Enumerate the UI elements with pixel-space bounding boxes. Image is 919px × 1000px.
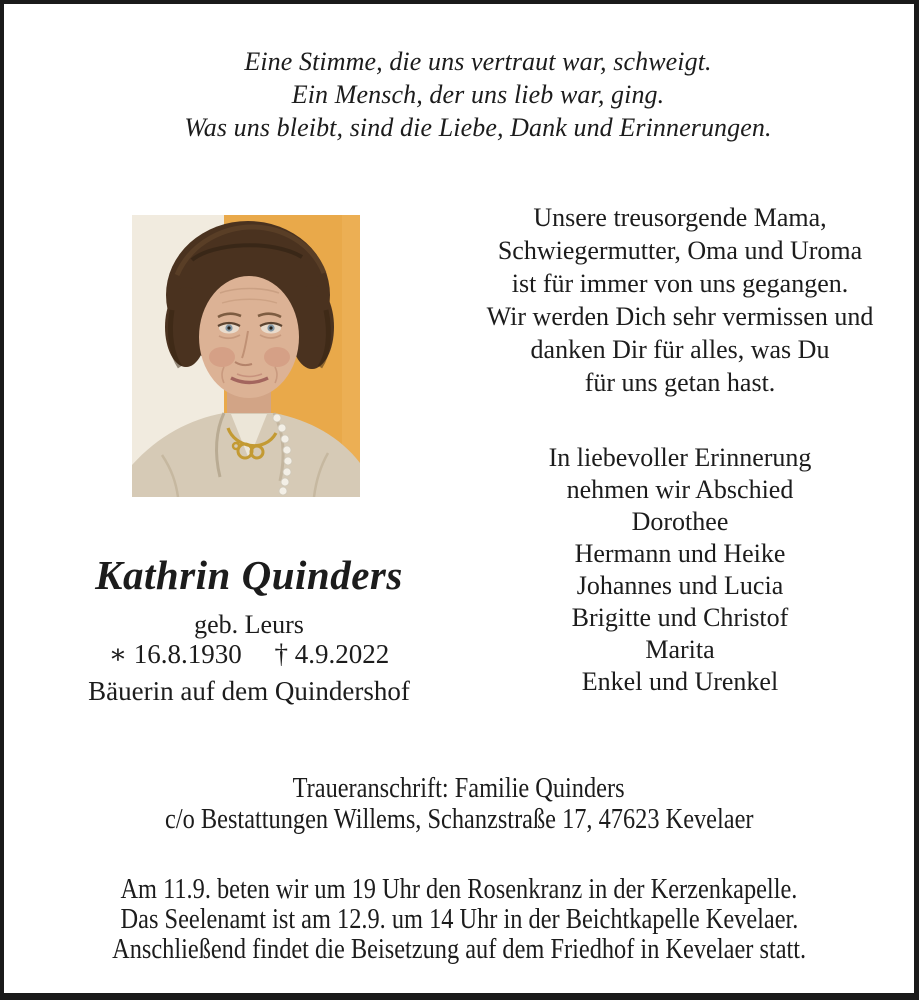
schedule-line: Am 11.9. beten wir um 19 Uhr den Rosenkranz in der Kerzenkapelle. bbox=[120, 873, 798, 905]
mourner-name: Hermann und Heike bbox=[574, 539, 786, 568]
mourner-name: Johannes und Lucia bbox=[576, 571, 784, 600]
tribute-line: Wir werden Dich sehr vermissen und bbox=[486, 302, 874, 331]
mourner-name: Dorothee bbox=[631, 507, 729, 536]
address-line: Traueranschrift: Familie Quinders bbox=[293, 772, 625, 804]
portrait-photo bbox=[132, 215, 360, 497]
tribute-line: ist für immer von uns gegangen. bbox=[511, 269, 849, 298]
tribute-line: Schwiegermutter, Oma und Uroma bbox=[497, 236, 863, 265]
opening-verse bbox=[4, 45, 914, 144]
verse-line: Ein Mensch, der uns lieb war, ging. bbox=[291, 80, 665, 109]
birth-date: ∗ 16.8.1930 bbox=[108, 639, 242, 669]
tribute-line: Unsere treusorgende Mama, bbox=[533, 203, 827, 232]
deceased-descriptor: Bäuerin auf dem Quindershof bbox=[88, 676, 410, 706]
deceased-block bbox=[29, 552, 469, 706]
verse-line: Eine Stimme, die uns vertraut war, schweigt. bbox=[244, 47, 712, 76]
funeral-schedule bbox=[4, 874, 914, 964]
tribute-line: für uns getan hast. bbox=[584, 368, 776, 397]
schedule-line: Das Seelenamt ist am 12.9. um 14 Uhr in der Beichtkapelle Kevelaer. bbox=[120, 903, 798, 935]
cheek bbox=[209, 347, 235, 367]
verse-line: Was uns bleibt, sind die Liebe, Dank und Erinnerungen. bbox=[184, 113, 772, 142]
cheek bbox=[264, 347, 290, 367]
mourner-name: Marita bbox=[645, 635, 715, 664]
farewell-intro-line: nehmen wir Abschied bbox=[566, 475, 794, 504]
tribute-line: danken Dir für alles, was Du bbox=[530, 335, 830, 364]
mourner-name: Brigitte und Christof bbox=[571, 603, 789, 632]
maiden-name: geb. Leurs bbox=[194, 610, 304, 639]
farewell-intro-line: In liebevoller Erinnerung bbox=[548, 443, 812, 472]
address-line: c/o Bestattungen Willems, Schanzstraße 17, 47623 Kevelaer bbox=[164, 803, 754, 835]
face bbox=[199, 276, 299, 398]
death-date: † 4.9.2022 bbox=[274, 639, 390, 669]
life-dates bbox=[29, 640, 469, 669]
mourning-address bbox=[4, 773, 914, 835]
mourner-name: Enkel und Urenkel bbox=[581, 667, 779, 696]
tribute-text bbox=[460, 201, 900, 399]
deceased-name: Kathrin Quinders bbox=[95, 552, 403, 598]
schedule-line: Anschließend findet die Beisetzung auf dem Friedhof in Kevelaer statt. bbox=[111, 933, 807, 965]
farewell-text bbox=[460, 442, 900, 698]
